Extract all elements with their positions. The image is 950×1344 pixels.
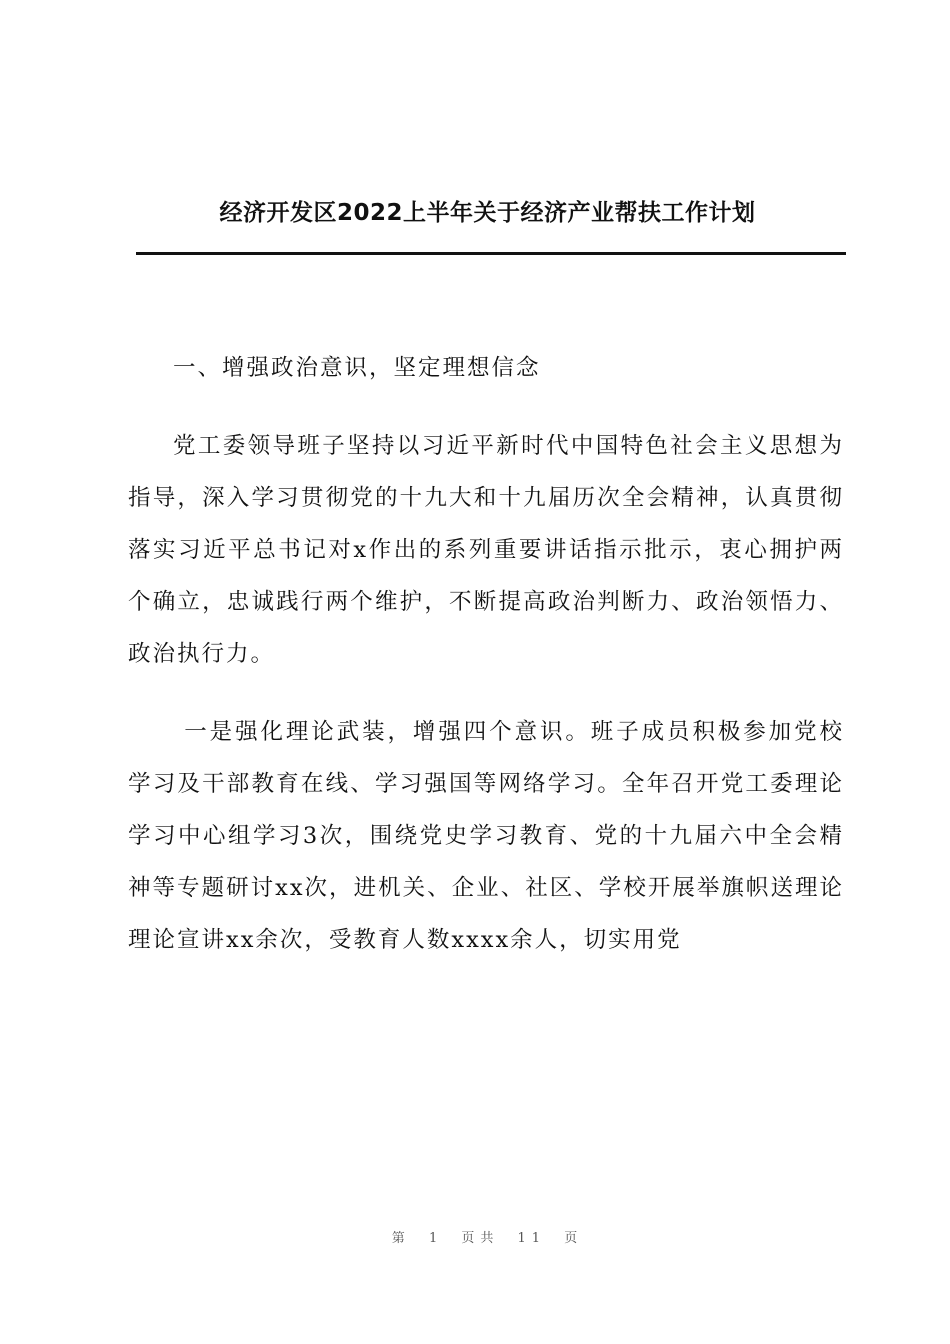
section-heading: 一、增强政治意识，坚定理想信念 bbox=[173, 355, 541, 381]
footer-middle: 页共 bbox=[461, 1231, 500, 1246]
body-paragraph: 一是强化理论武装，增强四个意识。班子成员积极参加党校学习及干部教育在线、学习强国等网络学习。全年召开党工委理论学习中心组学习3次，围绕党史学习教育、党的十九届六中全会精神等专题研讨xx次，进机关、企业、社区、学校开展举旗帜送理论理论宣讲xx余次，受教育人数xxxx余人，切实用党 bbox=[128, 719, 844, 953]
footer-total-pages: 11 bbox=[517, 1231, 547, 1246]
title-divider bbox=[136, 252, 846, 255]
footer-suffix: 页 bbox=[564, 1231, 584, 1246]
body-paragraph: 党工委领导班子坚持以习近平新时代中国特色社会主义思想为指导，深入学习贯彻党的十九大和十九届历次全会精神，认真贯彻落实习近平总书记对x作出的系列重要讲话指示批示，衷心拥护两个确立，忠诚践行两个维护，不断提高政治判断力、政治领悟力、政治执行力。 bbox=[128, 433, 844, 667]
page-footer bbox=[0, 1227, 950, 1246]
footer-page-number: 1 bbox=[428, 1231, 444, 1246]
document-body bbox=[128, 342, 844, 966]
document-title: 经济开发区2022上半年关于经济产业帮扶工作计划 bbox=[219, 200, 756, 226]
footer-prefix: 第 bbox=[391, 1231, 411, 1246]
